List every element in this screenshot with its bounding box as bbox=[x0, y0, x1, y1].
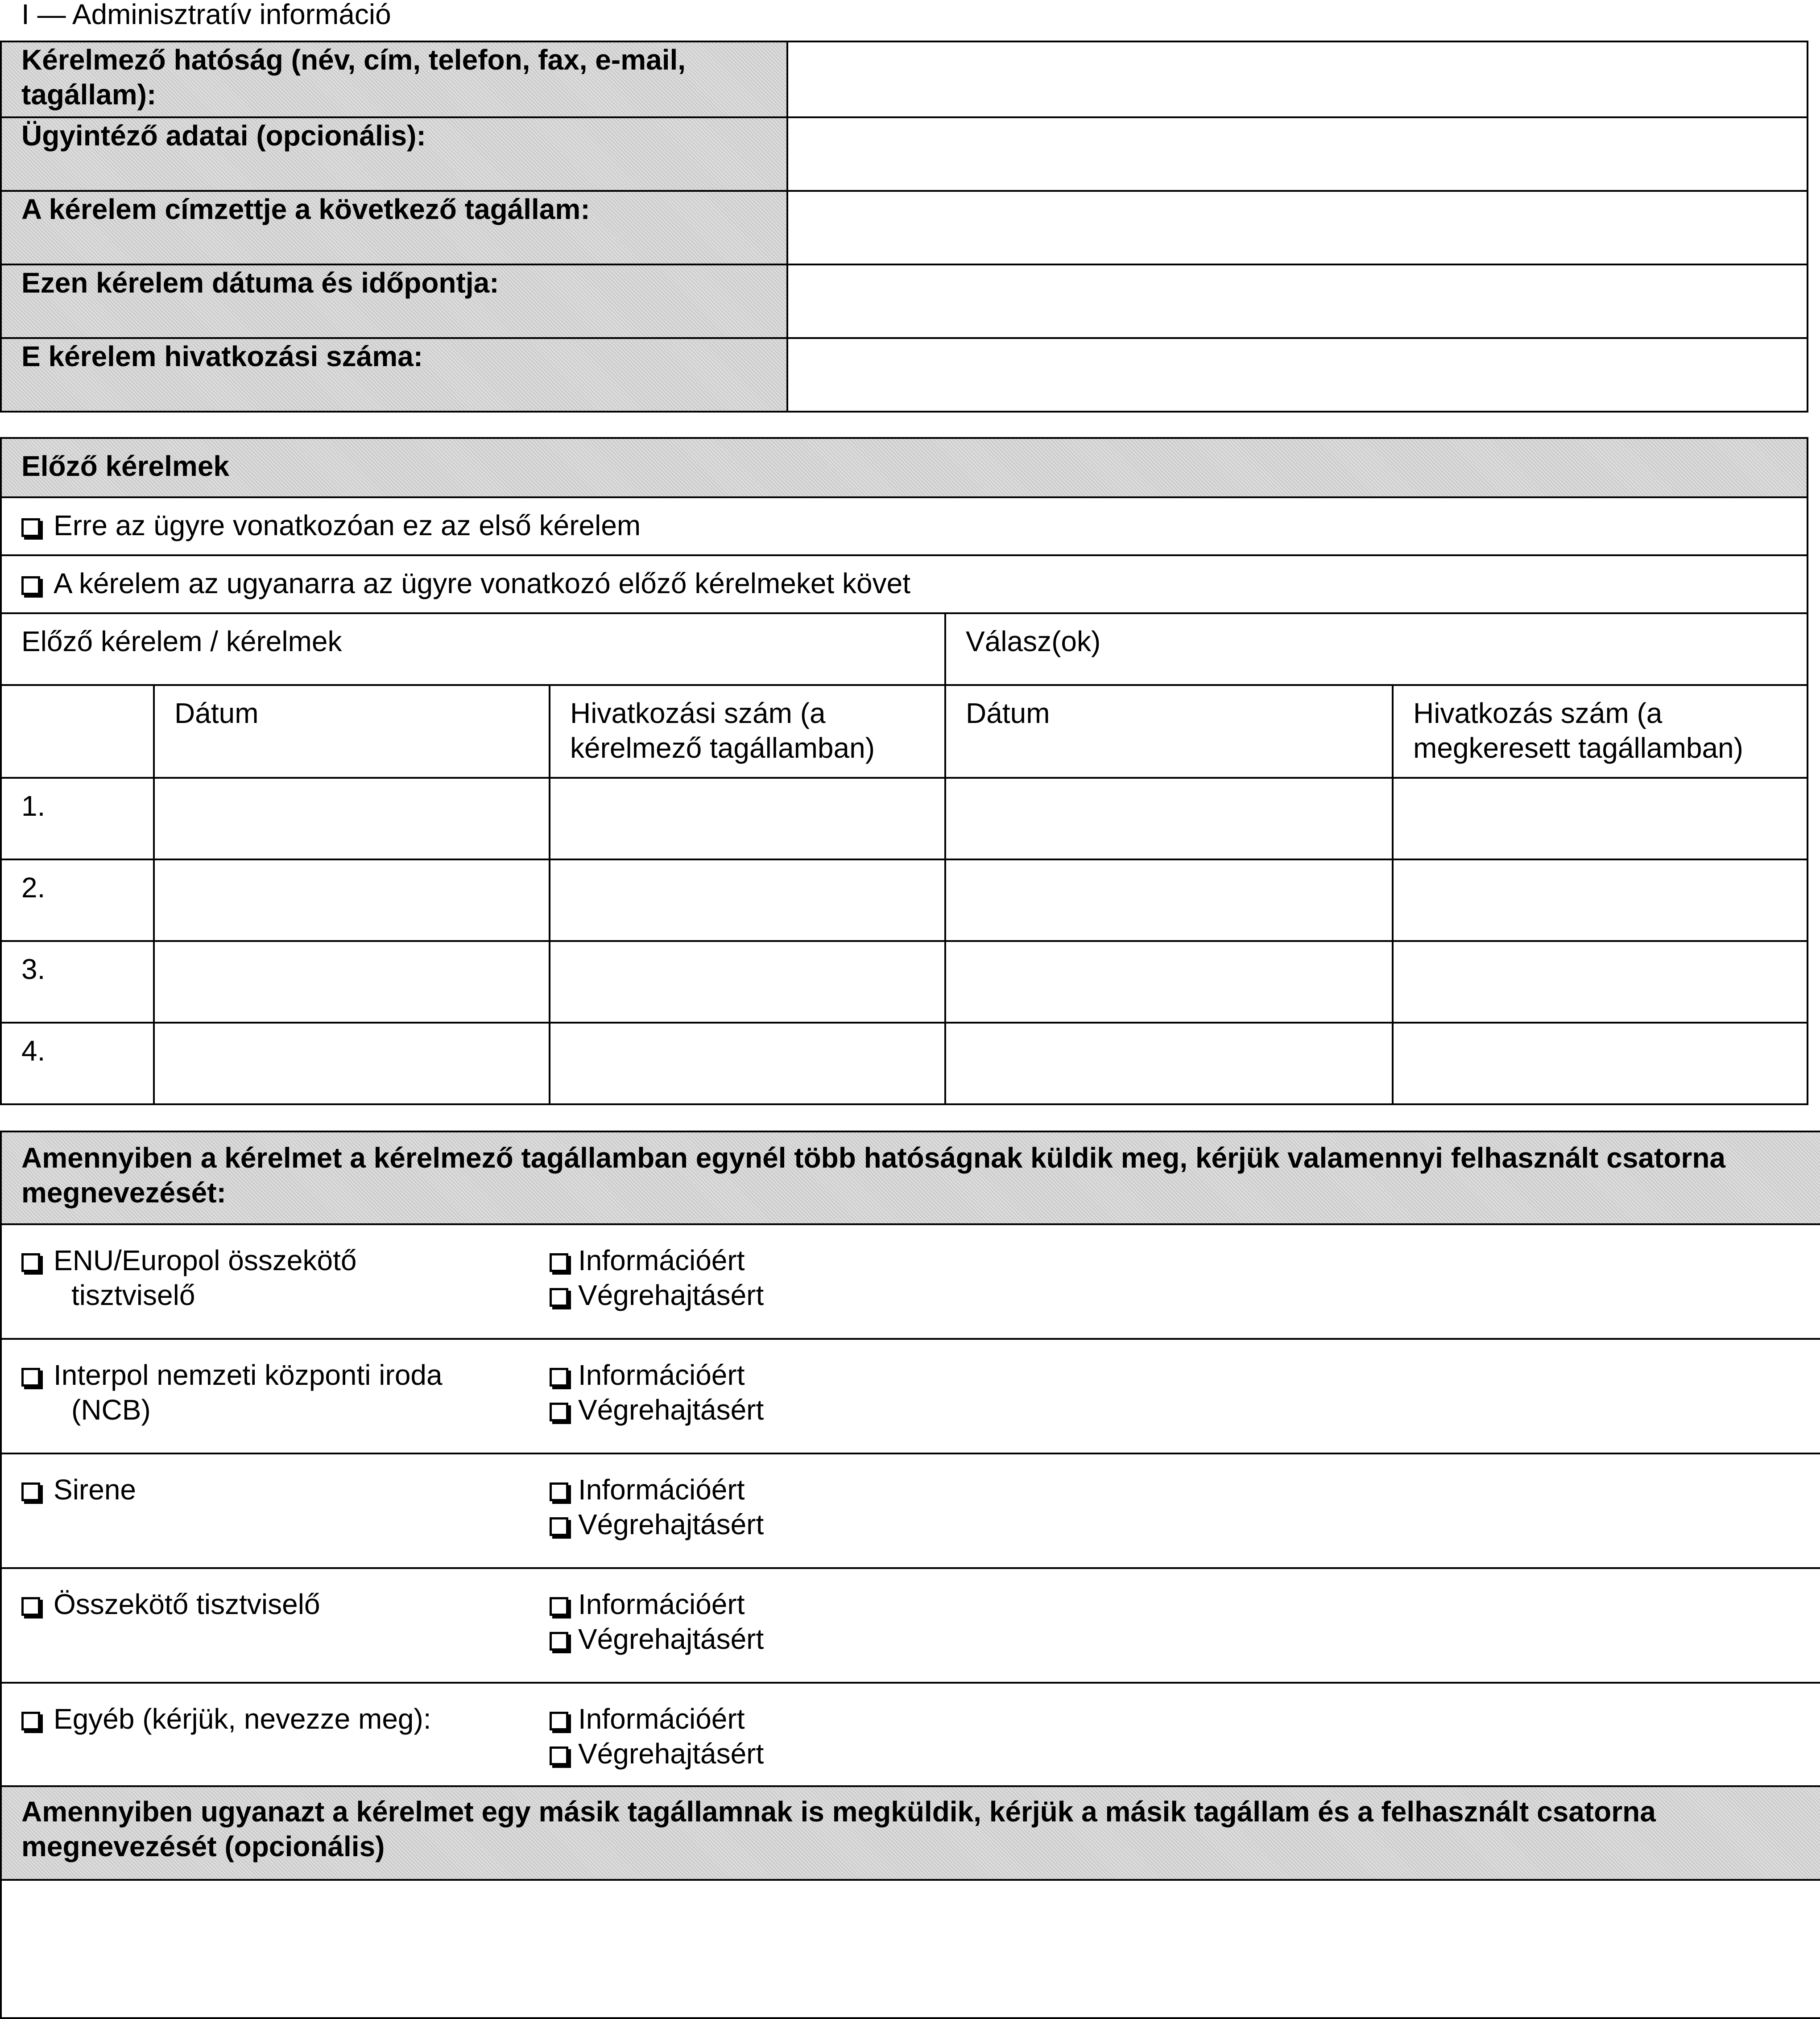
first-request-label: Erre az ügyre vonatkozóan ez az első kérelem bbox=[54, 509, 641, 541]
requested-reference-cell[interactable] bbox=[1393, 1023, 1808, 1104]
admin-row bbox=[1, 117, 1808, 191]
other-state-heading: Amennyiben ugyanazt a kérelmet egy másik tagállamnak is megküldik, kérjük a másik tagállam és a felhasznált csatorna megnevezését (opcionális) bbox=[1, 1786, 1820, 1880]
channel-label-continued: tisztviselő bbox=[71, 1279, 195, 1311]
table-row bbox=[1, 1023, 1808, 1104]
case-officer-field[interactable] bbox=[787, 117, 1808, 191]
option-label: Információért bbox=[578, 1474, 745, 1506]
previous-requests-group-header: Előző kérelem / kérelmek bbox=[1, 613, 945, 685]
option-for-information[interactable] bbox=[550, 1243, 1800, 1278]
checkbox-for-enforcement[interactable] bbox=[550, 1403, 568, 1421]
option-for-information[interactable] bbox=[550, 1701, 1800, 1736]
admin-row bbox=[1, 41, 1808, 117]
admin-row bbox=[1, 264, 1808, 338]
checkbox-for-information[interactable] bbox=[550, 1597, 568, 1616]
reply-date-cell[interactable] bbox=[945, 778, 1393, 859]
checkbox-other[interactable] bbox=[21, 1712, 40, 1730]
reference-number-field[interactable] bbox=[787, 338, 1808, 412]
requested-reference-cell[interactable] bbox=[1393, 941, 1808, 1023]
row-number-header bbox=[1, 685, 154, 778]
channel-row bbox=[1, 1683, 1820, 1786]
channel-sirene[interactable] bbox=[1, 1453, 527, 1568]
follow-up-request-option[interactable] bbox=[1, 555, 1808, 613]
reply-date-cell[interactable] bbox=[945, 941, 1393, 1023]
option-label: Végrehajtásért bbox=[578, 1738, 764, 1770]
channel-purpose-options bbox=[527, 1568, 1820, 1683]
admin-info-table bbox=[0, 41, 1808, 413]
table-row bbox=[1, 941, 1808, 1023]
option-for-enforcement[interactable] bbox=[550, 1278, 1800, 1313]
request-date-cell[interactable] bbox=[154, 1023, 550, 1104]
reference-number-label: E kérelem hivatkozási száma: bbox=[1, 338, 787, 412]
replies-group-header: Válasz(ok) bbox=[945, 613, 1808, 685]
option-for-information[interactable] bbox=[550, 1358, 1800, 1392]
follow-up-request-label: A kérelem az ugyanarra az ügyre vonatkozó előző kérelmeket követ bbox=[54, 567, 910, 599]
channels-heading: Amennyiben a kérelmet a kérelmező tagállamban egynél több hatóságnak küldik meg, kérjük valamennyi felhasznált csatorna megnevezését: bbox=[1, 1131, 1820, 1224]
channel-label: ENU/Europol összekötő bbox=[54, 1244, 357, 1276]
request-datetime-label: Ezen kérelem dátuma és időpontja: bbox=[1, 264, 787, 338]
other-state-field[interactable] bbox=[1, 1880, 1820, 2018]
channel-purpose-options bbox=[527, 1453, 1820, 1568]
option-for-information[interactable] bbox=[550, 1472, 1800, 1507]
request-datetime-field[interactable] bbox=[787, 264, 1808, 338]
admin-row bbox=[1, 191, 1808, 264]
option-for-enforcement[interactable] bbox=[550, 1622, 1800, 1656]
column-header-requested-reference: Hivatkozás szám (a megkeresett tagállamban) bbox=[1393, 685, 1808, 778]
checkbox-for-information[interactable] bbox=[550, 1253, 568, 1272]
channel-row bbox=[1, 1568, 1820, 1683]
channel-label-continued: (NCB) bbox=[71, 1394, 151, 1426]
channel-purpose-options bbox=[527, 1339, 1820, 1453]
channel-purpose-options bbox=[527, 1683, 1820, 1786]
row-number: 1. bbox=[1, 778, 154, 859]
checkbox-for-enforcement[interactable] bbox=[550, 1517, 568, 1536]
channel-other[interactable] bbox=[1, 1683, 527, 1786]
option-label: Végrehajtásért bbox=[578, 1279, 764, 1311]
case-officer-label: Ügyintéző adatai (opcionális): bbox=[1, 117, 787, 191]
option-label: Információért bbox=[578, 1244, 745, 1276]
checkbox-for-information[interactable] bbox=[550, 1482, 568, 1501]
channel-label: Összekötő tisztviselő bbox=[54, 1588, 320, 1620]
request-date-cell[interactable] bbox=[154, 859, 550, 941]
channel-row bbox=[1, 1224, 1820, 1339]
request-date-cell[interactable] bbox=[154, 778, 550, 859]
option-label: Információért bbox=[578, 1359, 745, 1391]
option-label: Végrehajtásért bbox=[578, 1508, 764, 1540]
first-request-option[interactable] bbox=[1, 497, 1808, 555]
channel-liaison-officer[interactable] bbox=[1, 1568, 527, 1683]
channel-label: Sirene bbox=[54, 1474, 136, 1506]
requesting-reference-cell[interactable] bbox=[550, 859, 945, 941]
row-number: 2. bbox=[1, 859, 154, 941]
channel-enu-europol[interactable] bbox=[1, 1224, 527, 1339]
option-for-enforcement[interactable] bbox=[550, 1507, 1800, 1542]
requesting-reference-cell[interactable] bbox=[550, 1023, 945, 1104]
channel-row bbox=[1, 1339, 1820, 1453]
option-for-information[interactable] bbox=[550, 1587, 1800, 1622]
reply-date-cell[interactable] bbox=[945, 1023, 1393, 1104]
option-label: Végrehajtásért bbox=[578, 1394, 764, 1426]
row-number: 3. bbox=[1, 941, 154, 1023]
admin-row bbox=[1, 338, 1808, 412]
previous-requests-heading: Előző kérelmek bbox=[1, 438, 1808, 497]
column-header-request-date: Dátum bbox=[154, 685, 550, 778]
checkbox-for-information[interactable] bbox=[550, 1712, 568, 1730]
checkbox-for-information[interactable] bbox=[550, 1368, 568, 1387]
requested-reference-cell[interactable] bbox=[1393, 859, 1808, 941]
requesting-reference-cell[interactable] bbox=[550, 778, 945, 859]
section-title: I — Adminisztratív információ bbox=[21, 0, 391, 30]
previous-requests-table bbox=[0, 437, 1808, 1105]
checkbox-liaison-officer[interactable] bbox=[21, 1597, 40, 1616]
table-row bbox=[1, 778, 1808, 859]
option-for-enforcement[interactable] bbox=[550, 1392, 1800, 1427]
row-number: 4. bbox=[1, 1023, 154, 1104]
column-header-requesting-reference: Hivatkozási szám (a kérelmező tagállamban) bbox=[550, 685, 945, 778]
requesting-authority-label: Kérelmező hatóság (név, cím, telefon, fax, e-mail, tagállam): bbox=[1, 41, 787, 117]
option-for-enforcement[interactable] bbox=[550, 1736, 1800, 1771]
requesting-authority-field[interactable] bbox=[787, 41, 1808, 117]
request-date-cell[interactable] bbox=[154, 941, 550, 1023]
checkbox-enu-europol[interactable] bbox=[21, 1253, 40, 1272]
channel-row bbox=[1, 1453, 1820, 1568]
option-label: Információért bbox=[578, 1703, 745, 1735]
addressed-state-field[interactable] bbox=[787, 191, 1808, 264]
option-label: Információért bbox=[578, 1588, 745, 1620]
checkbox-for-enforcement[interactable] bbox=[550, 1288, 568, 1307]
requested-reference-cell[interactable] bbox=[1393, 778, 1808, 859]
checkbox-follow-up-request[interactable] bbox=[21, 576, 40, 595]
channel-interpol-ncb[interactable] bbox=[1, 1339, 527, 1453]
channel-label: Egyéb (kérjük, nevezze meg): bbox=[54, 1703, 431, 1735]
channel-label: Interpol nemzeti központi iroda bbox=[54, 1359, 443, 1391]
channels-table bbox=[0, 1131, 1820, 2019]
option-label: Végrehajtásért bbox=[578, 1623, 764, 1655]
addressed-state-label: A kérelem címzettje a következő tagállam: bbox=[1, 191, 787, 264]
column-header-reply-date: Dátum bbox=[945, 685, 1393, 778]
checkbox-for-enforcement[interactable] bbox=[550, 1746, 568, 1765]
requesting-reference-cell[interactable] bbox=[550, 941, 945, 1023]
checkbox-for-enforcement[interactable] bbox=[550, 1632, 568, 1651]
channel-purpose-options bbox=[527, 1224, 1820, 1339]
table-row bbox=[1, 859, 1808, 941]
reply-date-cell[interactable] bbox=[945, 859, 1393, 941]
checkbox-first-request[interactable] bbox=[21, 518, 40, 537]
checkbox-interpol-ncb[interactable] bbox=[21, 1368, 40, 1387]
checkbox-sirene[interactable] bbox=[21, 1482, 40, 1501]
